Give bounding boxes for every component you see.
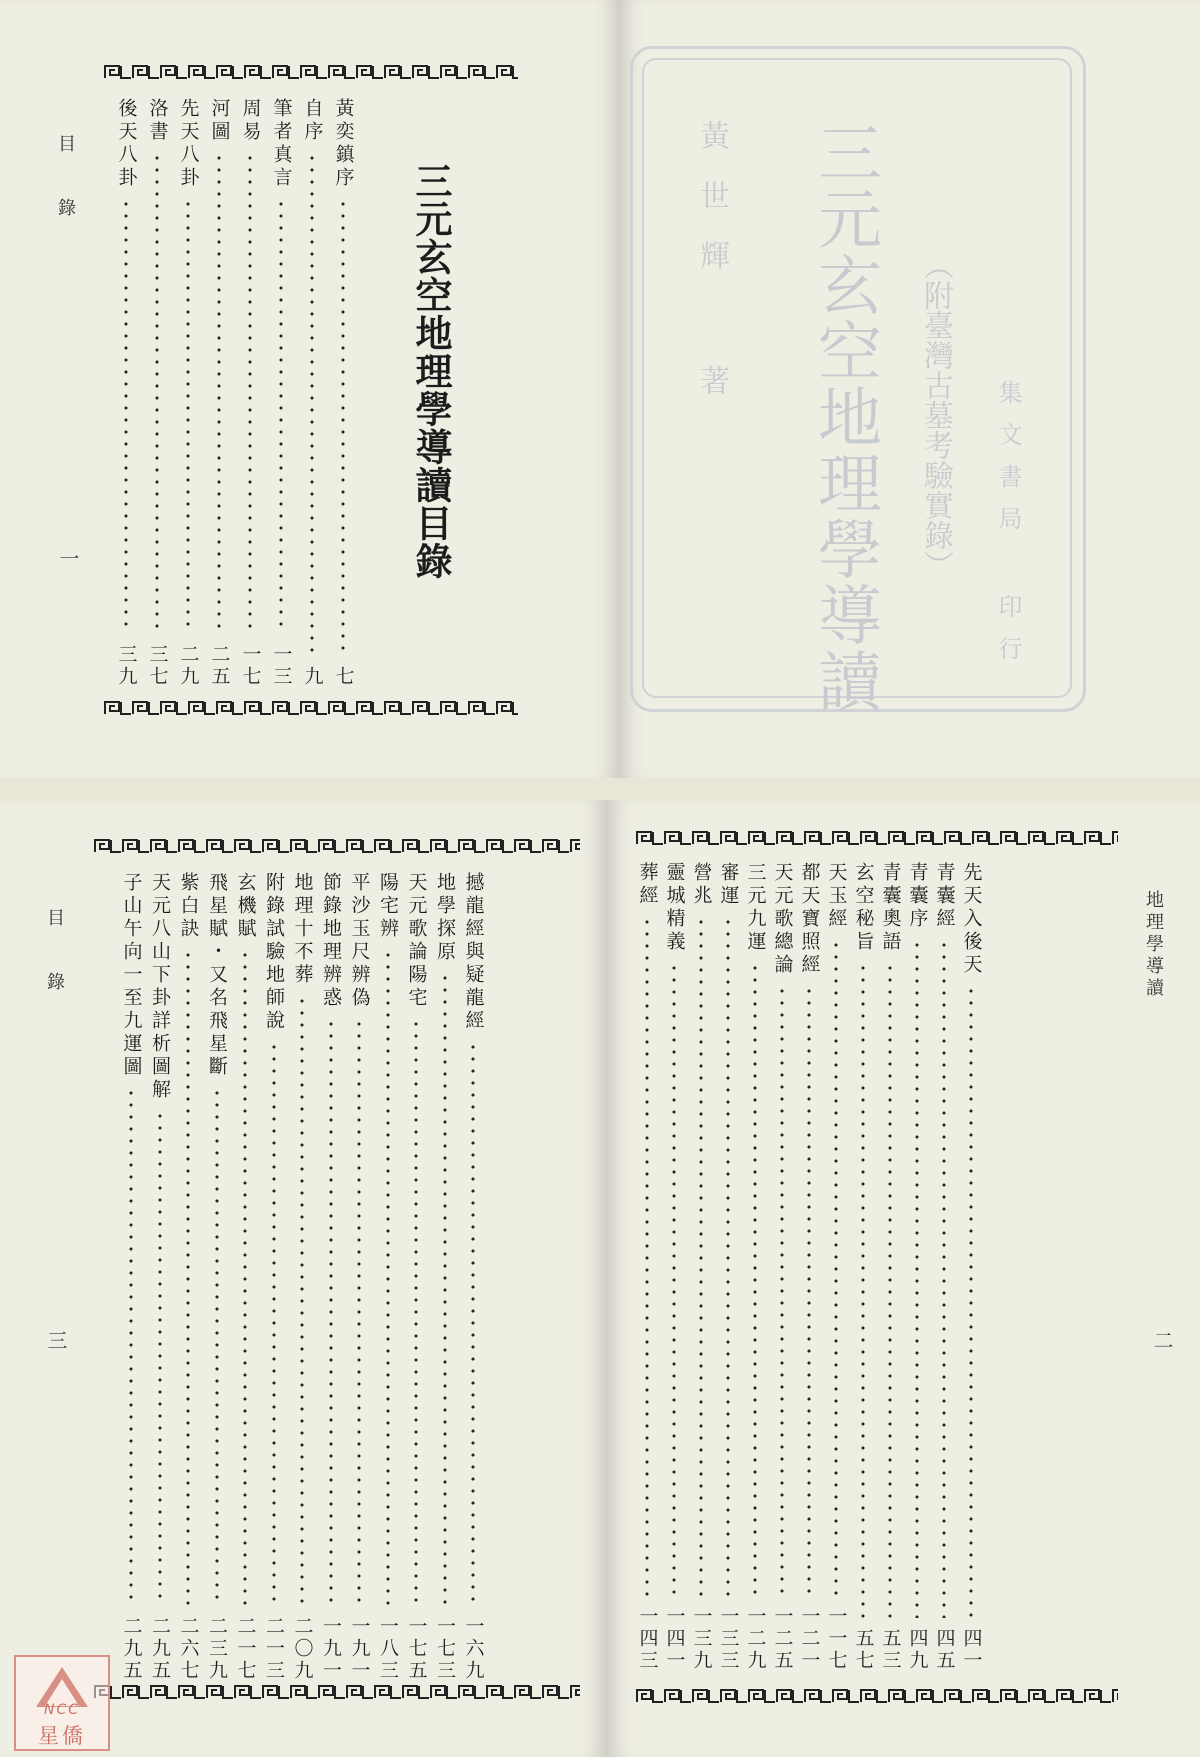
toc-entry-title: 子山午向一至九運圖 — [120, 872, 143, 1079]
toc-entry-title: 營兆 — [690, 862, 713, 908]
toc-entry-title: 青囊經 — [933, 862, 956, 931]
leader-dots — [699, 916, 703, 1596]
toc-entry-title: 青囊奧語 — [879, 862, 902, 954]
toc-entry — [931, 862, 957, 1672]
toc-title: 三元玄空地理學導讀目錄 — [409, 162, 452, 580]
page-toc-1 — [0, 0, 618, 778]
leader-dots — [300, 995, 304, 1606]
leader-dots — [279, 198, 283, 634]
toc-entry-title: 玄空秘旨 — [852, 862, 875, 954]
toc-entry — [688, 862, 714, 1672]
toc-entry-page: 二一三 — [263, 1616, 285, 1682]
ghost-publisher: 集文書局 印行 — [994, 380, 1022, 678]
toc-entry-title: 平沙玉尺辨偽 — [348, 872, 371, 1010]
toc-entry — [261, 872, 287, 1682]
leader-dots — [645, 916, 649, 1596]
toc-entry-page: 二三九 — [206, 1616, 228, 1682]
leader-dots — [969, 985, 973, 1618]
toc-entry-page: 一七五 — [405, 1616, 428, 1682]
leader-dots — [329, 1018, 333, 1606]
toc-entry-page: 二一七 — [234, 1616, 257, 1682]
toc-entry-page: 三九 — [115, 644, 138, 688]
toc-entry — [268, 98, 294, 688]
page-number: 二 — [1150, 1330, 1174, 1350]
toc-entry-title: 洛書 — [146, 98, 169, 144]
toc-entry-title: 玄機賦 — [234, 872, 257, 941]
toc-entry-page: 五七 — [852, 1628, 875, 1672]
leader-dots — [471, 1041, 475, 1606]
page-number: 一 — [56, 548, 80, 568]
toc-entry — [661, 862, 687, 1672]
title-page-bleed — [620, 0, 1200, 778]
toc-entry-page: 一七三 — [434, 1616, 456, 1682]
toc-entry-page: 二〇九 — [291, 1616, 314, 1682]
toc-entry-page: 一三三 — [717, 1606, 740, 1672]
toc-entry — [299, 98, 325, 688]
toc-entry-title: 附錄試驗地師說 — [263, 872, 285, 1033]
watermark-ncc: NCC — [43, 1702, 81, 1718]
leader-dots — [753, 962, 757, 1596]
toc-entry — [118, 872, 144, 1682]
leader-dots — [243, 949, 247, 1606]
toc-entry — [769, 862, 795, 1672]
toc-entry — [375, 872, 401, 1682]
toc-entry-title: 審運 — [717, 862, 740, 908]
running-header: 目 錄 — [55, 134, 76, 230]
leader-dots — [443, 972, 447, 1606]
leader-dots — [861, 962, 865, 1618]
toc-entry — [796, 862, 822, 1672]
greek-key-border-bottom — [94, 1684, 580, 1700]
watermark-name: 星僑 — [38, 1724, 86, 1748]
toc-entry-title: 都天寶照經 — [798, 862, 821, 977]
toc-entry — [330, 98, 356, 688]
toc-entry — [958, 862, 984, 1672]
running-header: 目 錄 — [44, 908, 65, 1004]
toc-entry — [715, 862, 741, 1672]
leader-dots — [780, 985, 784, 1596]
toc-entry-title: 河圖 — [208, 98, 231, 144]
toc-entry — [904, 862, 930, 1672]
greek-key-border-top — [636, 830, 1118, 846]
toc-entry-page: 四五 — [933, 1628, 956, 1672]
toc-entry — [113, 98, 139, 688]
toc-entry-title: 節錄地理辨惑 — [320, 872, 342, 1010]
toc-entry-page: 一一七 — [825, 1606, 848, 1672]
toc-entry-page: 四一 — [960, 1628, 983, 1672]
toc-entry-page: 一三九 — [690, 1606, 713, 1672]
toc-entry-title: 先天八卦 — [177, 98, 200, 190]
leader-dots — [942, 939, 946, 1618]
toc-entry-page: 九 — [301, 666, 324, 688]
ghost-author: 黃世輝 著 — [694, 120, 729, 425]
toc-entry-page: 二五 — [208, 644, 231, 688]
toc-entry — [144, 98, 170, 688]
toc-entry-title: 撼龍經與疑龍經 — [462, 872, 485, 1033]
leader-dots — [272, 1041, 276, 1606]
toc-entry — [175, 98, 201, 688]
greek-key-border-top — [94, 838, 580, 854]
toc-entry-page: 一二一 — [798, 1606, 821, 1672]
toc-entry-title: 自序 — [301, 98, 324, 144]
toc-entry — [432, 872, 458, 1682]
leader-dots — [155, 152, 159, 634]
greek-key-border-bottom — [104, 700, 518, 716]
toc-entry — [850, 862, 876, 1672]
toc-entry-title: 天元歌論陽宅 — [405, 872, 428, 1010]
ghost-title: 三元玄空地理學導讀 — [807, 120, 881, 714]
running-header: 地理學導讀 — [1143, 890, 1164, 1000]
toc-entry-page: 一四三 — [636, 1606, 659, 1672]
toc-entry-page: 一九一 — [348, 1616, 371, 1682]
toc-entry-page: 四九 — [906, 1628, 929, 1672]
greek-key-border-top — [104, 64, 518, 80]
toc-entry — [403, 872, 429, 1682]
leader-dots — [726, 916, 730, 1596]
toc-entry-page: 三七 — [146, 644, 169, 688]
toc-entry — [289, 872, 315, 1682]
toc-entry-title: 天玉經 — [825, 862, 848, 931]
toc-entry — [823, 862, 849, 1672]
leader-dots — [834, 939, 838, 1596]
toc-entry — [318, 872, 344, 1682]
toc-entry-page: 二九五 — [120, 1616, 143, 1682]
toc-entry-page: 一七 — [239, 644, 262, 688]
toc-entry-title: 飛星賦・又名飛星斷 — [206, 872, 228, 1079]
toc-entry — [175, 872, 201, 1682]
toc-entry — [206, 98, 232, 688]
toc-entry-title: 天元八山下卦詳析圖解 — [149, 872, 171, 1102]
toc-entry — [204, 872, 230, 1682]
toc-entry-title: 三元九運 — [744, 862, 767, 954]
page-number: 三 — [44, 1330, 68, 1350]
leader-dots — [414, 1018, 418, 1606]
toc-entry — [232, 872, 258, 1682]
toc-entry — [634, 862, 660, 1672]
toc-entry-page: 一三 — [270, 644, 293, 688]
leader-dots — [248, 152, 252, 634]
toc-entry-page: 一八三 — [377, 1616, 399, 1682]
toc-entry — [237, 98, 263, 688]
toc-entry-title: 陽宅辨 — [377, 872, 399, 941]
toc-entry — [877, 862, 903, 1672]
toc-entry-page: 一六九 — [462, 1616, 485, 1682]
toc-entry — [147, 872, 173, 1682]
toc-entry-page: 一九一 — [320, 1616, 342, 1682]
toc-entry-page: 一二九 — [744, 1606, 767, 1672]
leader-dots — [215, 1087, 219, 1606]
toc-entry-page: 二六七 — [177, 1616, 200, 1682]
leader-dots — [386, 949, 390, 1606]
toc-entry-page: 五三 — [879, 1628, 902, 1672]
leader-dots — [915, 939, 919, 1618]
toc-entry — [460, 872, 486, 1682]
leader-dots — [888, 962, 892, 1618]
toc-entry-title: 筆者真言 — [270, 98, 293, 190]
toc-entry-title: 地學探原 — [434, 872, 456, 964]
toc-entry-page: 一四一 — [663, 1606, 686, 1672]
toc-entry-page: 二九五 — [149, 1616, 171, 1682]
leader-dots — [186, 949, 190, 1606]
leader-dots — [158, 1110, 162, 1606]
toc-entry-page: 二九 — [177, 644, 200, 688]
toc-entry-title: 靈城精義 — [663, 862, 686, 954]
toc-entry-title: 黃奕鎮序 — [332, 98, 355, 190]
leader-dots — [124, 198, 128, 634]
leader-dots — [807, 985, 811, 1596]
toc-entry-page: 一二五 — [771, 1606, 794, 1672]
leader-dots — [672, 962, 676, 1596]
greek-key-border-bottom — [636, 1688, 1118, 1704]
toc-entry-title: 紫白訣 — [177, 872, 200, 941]
toc-entry-title: 先天入後天 — [960, 862, 983, 977]
watermark-stamp — [14, 1655, 110, 1751]
leader-dots — [357, 1018, 361, 1606]
toc-entry-page: 七 — [332, 666, 355, 688]
leader-dots — [310, 152, 314, 656]
page-toc-3 — [0, 800, 605, 1757]
leader-dots — [217, 152, 221, 634]
ghost-subtitle: （附臺灣古墓考驗實錄） — [918, 250, 953, 580]
toc-entry — [742, 862, 768, 1672]
leader-dots — [341, 198, 345, 656]
leader-dots — [186, 198, 190, 634]
toc-entry-title: 地理十不葬 — [291, 872, 314, 987]
toc-entry-title: 青囊序 — [906, 862, 929, 931]
toc-entry — [346, 872, 372, 1682]
toc-entry-title: 天元歌總論 — [771, 862, 794, 977]
toc-entry-title: 葬經 — [636, 862, 659, 908]
page-toc-2 — [608, 800, 1200, 1757]
toc-entry-title: 周易 — [239, 98, 262, 144]
toc-entry-title: 後天八卦 — [115, 98, 138, 190]
leader-dots — [129, 1087, 133, 1606]
